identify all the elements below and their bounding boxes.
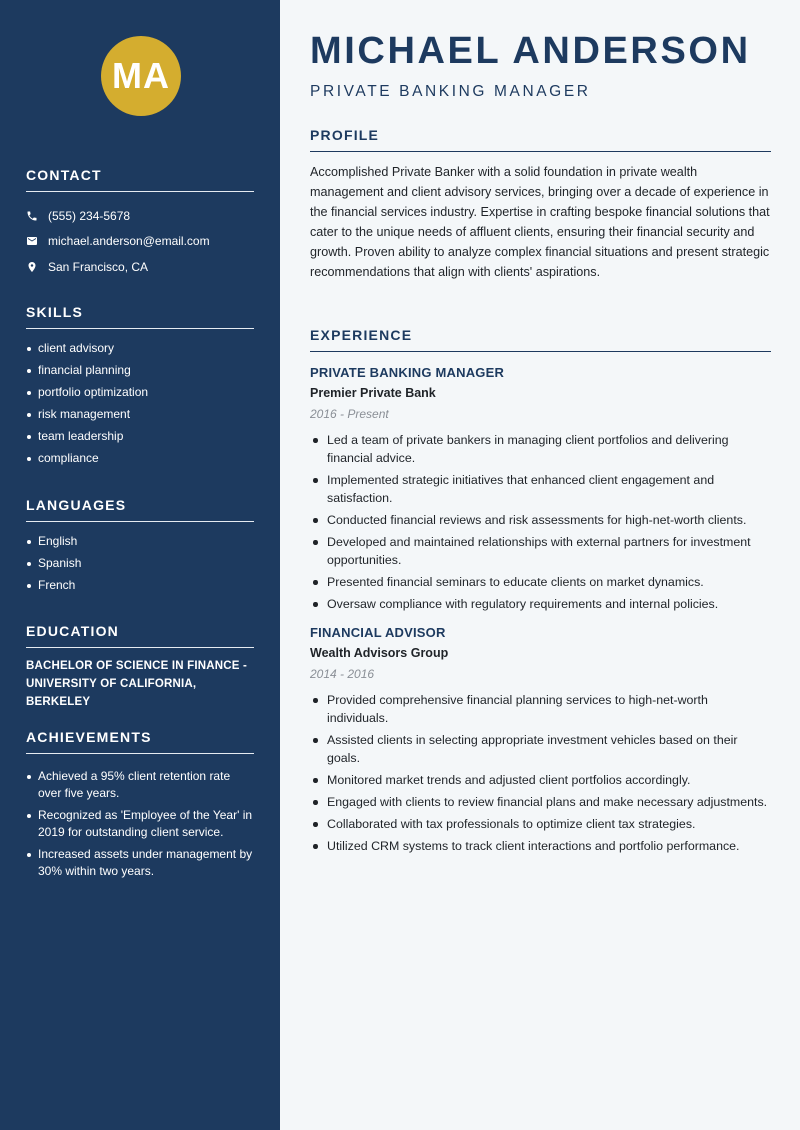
experience-section [310, 327, 771, 859]
contact-email [26, 229, 254, 255]
experience-heading: EXPERIENCE [310, 327, 771, 352]
languages-heading: LANGUAGES [26, 497, 254, 522]
job-dates: 2016 - Present [310, 407, 389, 421]
contact-phone [26, 203, 254, 229]
duty-list [310, 691, 771, 855]
job-entry [310, 625, 771, 855]
skills-list [26, 340, 254, 467]
profile-section [310, 127, 771, 282]
achievements-list [26, 768, 254, 880]
candidate-name: MICHAEL ANDERSON [310, 30, 751, 72]
list-item: Utilized CRM systems to track client interactions and portfolio performance. [310, 837, 771, 855]
list-item: French [26, 577, 254, 594]
location-text: San Francisco, CA [48, 259, 149, 274]
list-item: English [26, 533, 254, 550]
list-item: Oversaw compliance with regulatory requirements and internal policies. [310, 595, 771, 613]
avatar [101, 36, 181, 116]
list-item: Engaged with clients to review financial plans and make necessary adjustments. [310, 793, 771, 811]
list-item: Collaborated with tax professionals to optimize client tax strategies. [310, 815, 771, 833]
contact-location [26, 254, 254, 280]
languages-section [26, 497, 254, 599]
list-item: Recognized as 'Employee of the Year' in 2019 for outstanding client service. [26, 807, 254, 841]
job-title: FINANCIAL ADVISOR [310, 625, 446, 640]
location-pin-icon [26, 261, 38, 273]
email-text[interactable]: michael.anderson@email.com [48, 234, 210, 249]
list-item: Spanish [26, 555, 254, 572]
list-item: Provided comprehensive financial planning services to high-net-worth individuals. [310, 691, 771, 727]
mail-icon [26, 235, 38, 247]
duty-list [310, 431, 771, 613]
list-item: Achieved a 95% client retention rate over five years. [26, 768, 254, 802]
avatar-initials: MA [112, 55, 170, 96]
job-entry [310, 365, 771, 613]
list-item: Assisted clients in selecting appropriate investment vehicles based on their goals. [310, 731, 771, 767]
phone-text: (555) 234-5678 [48, 208, 131, 223]
list-item: Presented financial seminars to educate clients on market dynamics. [310, 573, 771, 591]
education-degree: BACHELOR OF SCIENCE IN FINANCE - UNIVERSITY OF CALIFORNIA, BERKELEY [26, 660, 248, 708]
list-item: compliance [26, 450, 254, 467]
profile-text: Accomplished Private Banker with a solid foundation in private wealth management and client advisory services, bringing over a decade of experience in the financial services industry. Expertise in crafting bespoke financial solutions that cater to the unique needs of affluent clients, ensuring their financial security and growth. Proven ability to analyze complex financial situations and present strategic recommendations that align with clients' aspirations. [310, 165, 770, 279]
profile-heading: PROFILE [310, 127, 771, 152]
contact-heading: CONTACT [26, 167, 254, 192]
job-company: Premier Private Bank [310, 386, 436, 400]
list-item: portfolio optimization [26, 384, 254, 401]
job-title: PRIVATE BANKING MANAGER [310, 365, 505, 380]
achievements-heading: ACHIEVEMENTS [26, 729, 254, 754]
main-content [280, 0, 800, 1130]
list-item: Conducted financial reviews and risk assessments for high-net-worth clients. [310, 511, 771, 529]
skills-section [26, 304, 254, 472]
contact-list [26, 203, 254, 280]
list-item: risk management [26, 406, 254, 423]
skills-heading: SKILLS [26, 304, 254, 329]
list-item: Led a team of private bankers in managing client portfolios and delivering financial advice. [310, 431, 771, 467]
list-item: financial planning [26, 362, 254, 379]
education-heading: EDUCATION [26, 623, 254, 648]
list-item: Monitored market trends and adjusted client portfolios accordingly. [310, 771, 771, 789]
languages-list [26, 533, 254, 594]
phone-icon [26, 210, 38, 222]
list-item: Developed and maintained relationships with external partners for investment opportunities. [310, 533, 771, 569]
achievements-section [26, 729, 254, 885]
list-item: Increased assets under management by 30% within two years. [26, 846, 254, 880]
list-item: client advisory [26, 340, 254, 357]
job-dates: 2014 - 2016 [310, 667, 375, 681]
education-section [26, 623, 254, 711]
sidebar [0, 0, 280, 1130]
list-item: Implemented strategic initiatives that enhanced client engagement and satisfaction. [310, 471, 771, 507]
contact-section [26, 167, 254, 280]
job-company: Wealth Advisors Group [310, 646, 449, 660]
list-item: team leadership [26, 428, 254, 445]
candidate-title: PRIVATE BANKING MANAGER [310, 83, 591, 100]
